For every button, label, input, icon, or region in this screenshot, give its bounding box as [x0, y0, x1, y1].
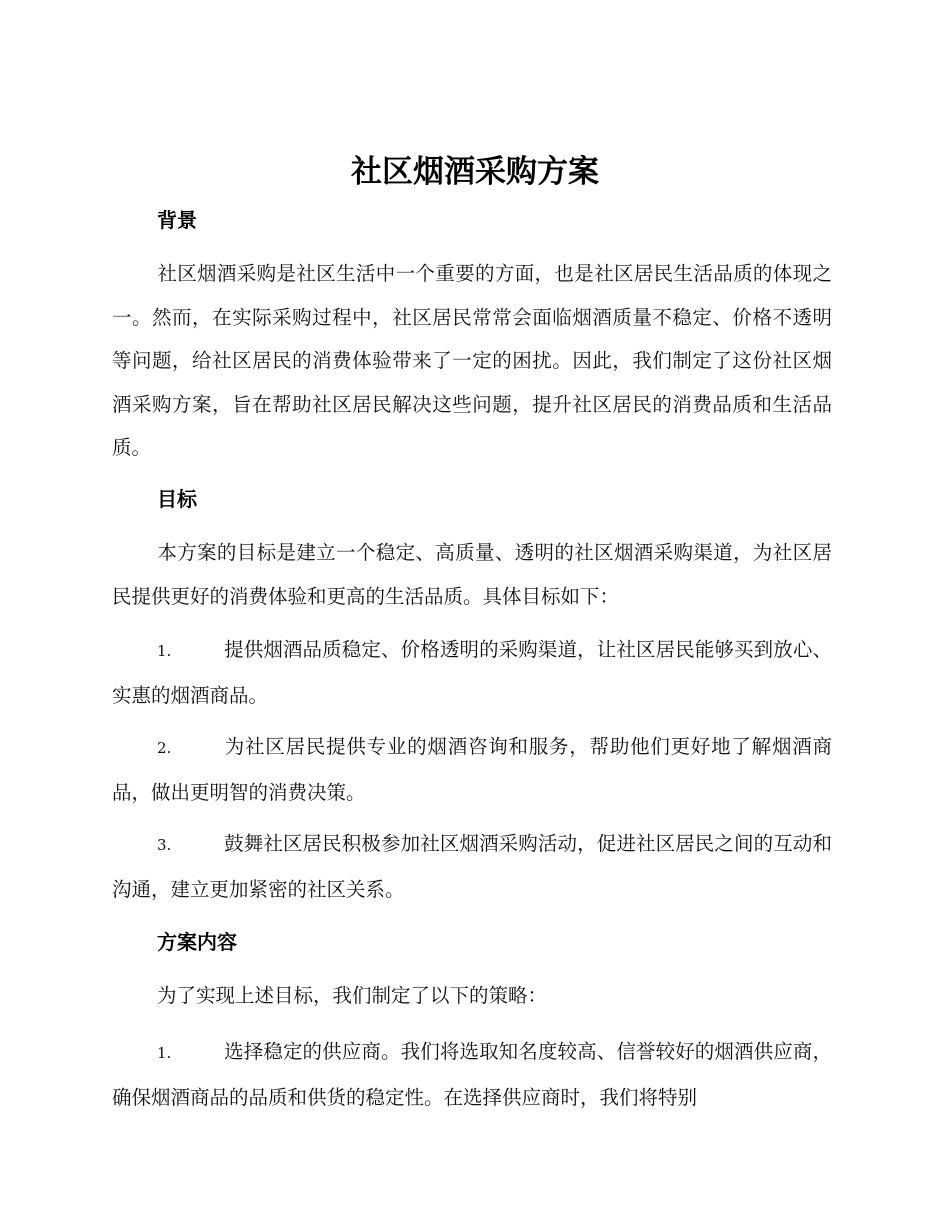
goal-list-item: 2. 为社区居民提供专业的烟酒咨询和服务，帮助他们更好地了解烟酒商品，做出更明智的消费决策。: [112, 735, 832, 804]
page-title: 社区烟酒采购方案: [351, 154, 599, 190]
plan-list-item: 1. 选择稳定的供应商。我们将选取知名度较高、信誉较好的烟酒供应商，确保烟酒商品的品质和供货的稳定性。在选择供应商时，我们将特别: [112, 1040, 832, 1109]
section-heading-plan: 方案内容: [157, 930, 237, 954]
section-heading-goals: 目标: [157, 487, 197, 511]
goals-intro-paragraph: 本方案的目标是建立一个稳定、高质量、透明的社区烟酒采购渠道，为社区居民提供更好的消费体验和更高的生活品质。具体目标如下：: [112, 541, 832, 608]
plan-intro-paragraph: 为了实现上述目标，我们制定了以下的策略：: [157, 984, 548, 1007]
background-paragraph: 社区烟酒采购是社区生活中一个重要的方面，也是社区居民生活品质的体现之一。然而，在实际采购过程中，社区居民常常会面临烟酒质量不稳定、价格不透明等问题，给社区居民的消费体验带来了一定的困扰。因此，我们制定了这份社区烟酒采购方案，旨在帮助社区居民解决这些问题，提升社区居民的消费品质和生活品质。: [112, 262, 832, 459]
goal-list-item: 3. 鼓舞社区居民积极参加社区烟酒采购活动，促进社区居民之间的互动和沟通，建立更加紧密的社区关系。: [112, 832, 832, 901]
section-heading-background: 背景: [157, 208, 197, 232]
goal-list-item: 1. 提供烟酒品质稳定、价格透明的采购渠道，让社区居民能够买到放心、实惠的烟酒商品。: [112, 638, 832, 707]
